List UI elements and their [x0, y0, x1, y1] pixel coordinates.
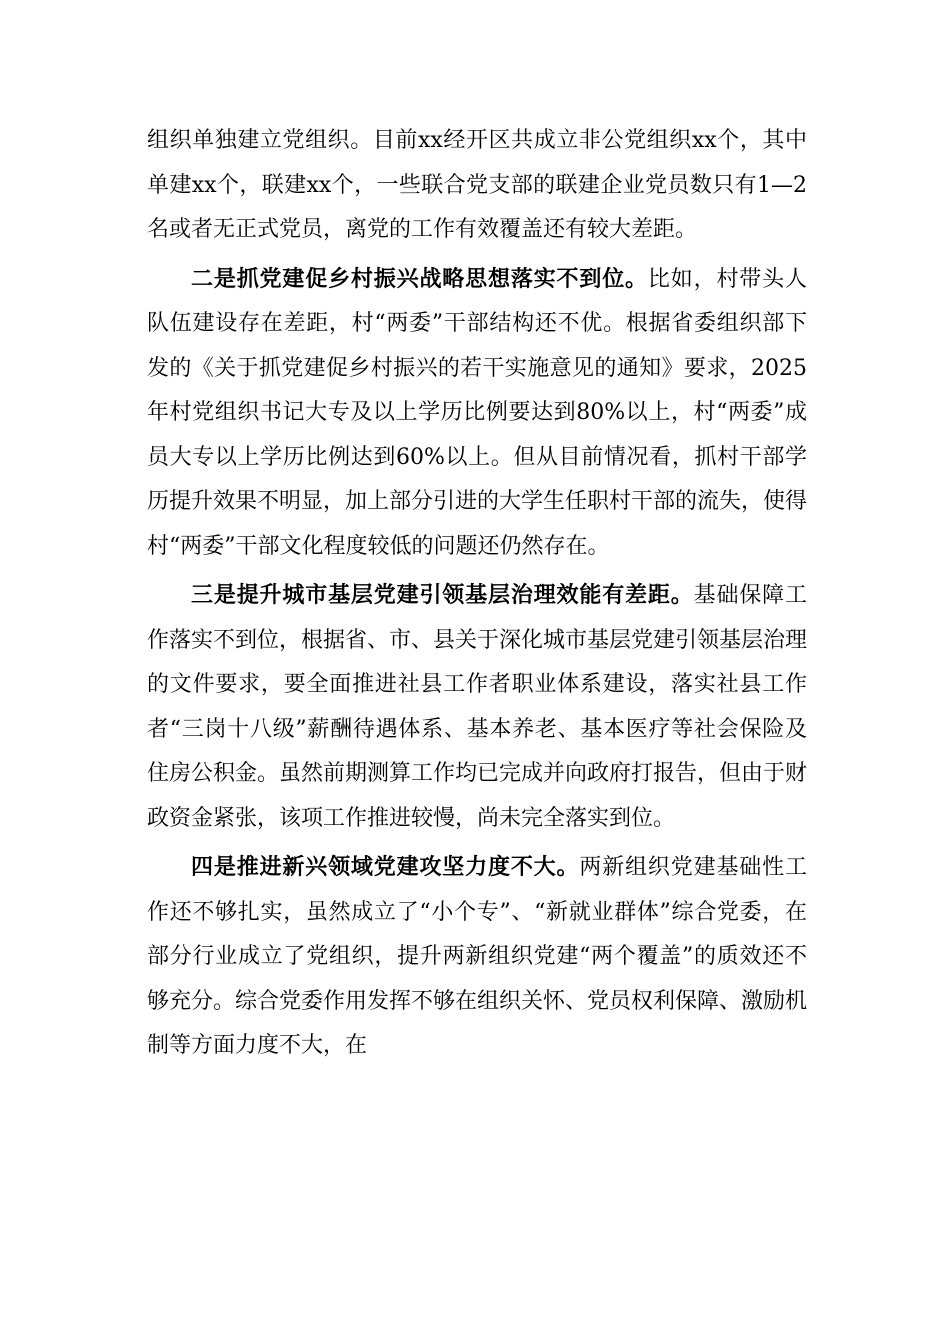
- paragraph-3-body: 基础保障工作落实不到位，根据省、市、县关于深化城市基层党建引领基层治理的文件要求，要全面推进社县工作者职业体系建设，落实社县工作者“三岗十八级”薪酬待遇体系、基本养老、基本医疗等社会保险及住房公积金。虽然前期测算工作均已完成并向政府打报告，但由于财政资金紧张，该项工作推进较慢，尚未完全落实到位。: [147, 583, 808, 831]
- paragraph-1: [147, 118, 807, 253]
- paragraph-2-body: 比如，村带头人队伍建设存在差距，村“两委”干部结构还不优。根据省委组织部下发的《关于抓党建促乡村振兴的若干实施意见的通知》要求，2025年村党组织书记大专及以上学历比例要达到80%以上，村“两委”成员大专以上学历比例达到60%以上。但从目前情况看，抓村干部学历提升效果不明显，加上部分引进的大学生任职村干部的流失，使得村“两委”干部文化程度较低的问题还仍然存在。: [147, 266, 808, 559]
- paragraph-1-body: 组织单独建立党组织。目前xx经开区共成立非公党组织xx个，其中单建xx个，联建xx个，一些联合党支部的联建企业党员数只有1—2名或者无正式党员，离党的工作有效覆盖还有较大差距。: [147, 128, 807, 242]
- paragraph-4: [147, 845, 807, 1069]
- paragraph-3-lead: 三是提升城市基层党建引领基层治理效能有差距。: [191, 582, 694, 608]
- paragraph-3: [147, 573, 807, 841]
- paragraph-2-lead: 二是抓党建促乡村振兴战略思想落实不到位。: [191, 265, 648, 292]
- paragraph-4-lead: 四是推进新兴领域党建攻坚力度不大。: [191, 854, 580, 880]
- paragraph-2: [147, 257, 807, 570]
- paragraph-4-body: 两新组织党建基础性工作还不够扎实，虽然成立了“小个专”、“新就业群体”综合党委，在部分行业成立了党组织，提升两新组织党建“两个覆盖”的质效还不够充分。综合党委作用发挥不够在组织关怀、党员权利保障、激励机制等方面力度不大，在: [147, 855, 808, 1058]
- document-body: [147, 118, 807, 1073]
